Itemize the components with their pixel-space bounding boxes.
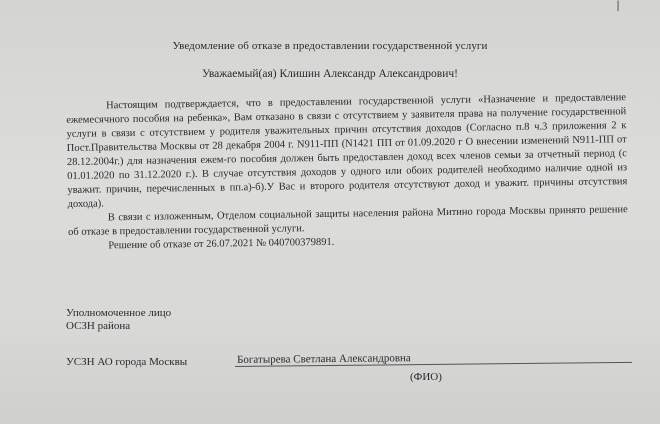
- signatory-role-line1: Уполномоченное лицо: [66, 307, 172, 319]
- paragraph-decision: В связи с изложенным, Отделом социальной защиты населения района Митино города Москвы принято решение об отказе в предоставлении государственной услуги.: [67, 204, 628, 238]
- paragraph-main: Настоящим подтверждается, что в предоставлении государственной услуги «Назначение и предоставление ежемесячного пособия на ребенка», Вам отказано в связи с отсутствием у заявителя права на получение государственной услуги в связи с отсутствием у родителя уважительных причин отсутствия доходов (Согласно п.8 ч.3 приложения 2 к Пост.Правительства Москвы от 28 декабря 2004 г. N911-ПП (N1421 ПП от 01.09.2020 г О внесении изменений N911-ПП от 28.12.2004г.) для назначения ежем-го пособия должен быть предоставлен доход всех членов семьи за отчетный период (с 01.01.2020 по 31.12.2020 г.). В случае отсутствия доходов у одного или обоих родителей необходимо наличие одной из уважит. причин, перечисленных в пп.а)-б).У Вас и второго родителя отсутствуют доход и уважит. причины отсутствия дохода).: [66, 92, 628, 210]
- greeting: Уважаемый(ая) Клишин Александр Александрович!: [202, 68, 458, 80]
- signatory-role-line2: ОСЗН района: [66, 320, 131, 332]
- corner-mark: I: [616, 0, 621, 15]
- paragraph-refusal: Решение об отказе от 26.07.2021 № 040700379891.: [108, 236, 335, 252]
- signatory-role: [66, 307, 171, 333]
- organization-name: УСЗН АО города Москвы: [66, 356, 188, 368]
- signatory-organization: [66, 356, 187, 368]
- name-caption: (ФИО): [410, 371, 442, 383]
- document-body: [66, 91, 628, 254]
- document-title: Уведомление об отказе в предоставлении государственной услуги: [172, 40, 488, 52]
- signatory-name: Богатырева Светлана Александровна: [235, 350, 632, 367]
